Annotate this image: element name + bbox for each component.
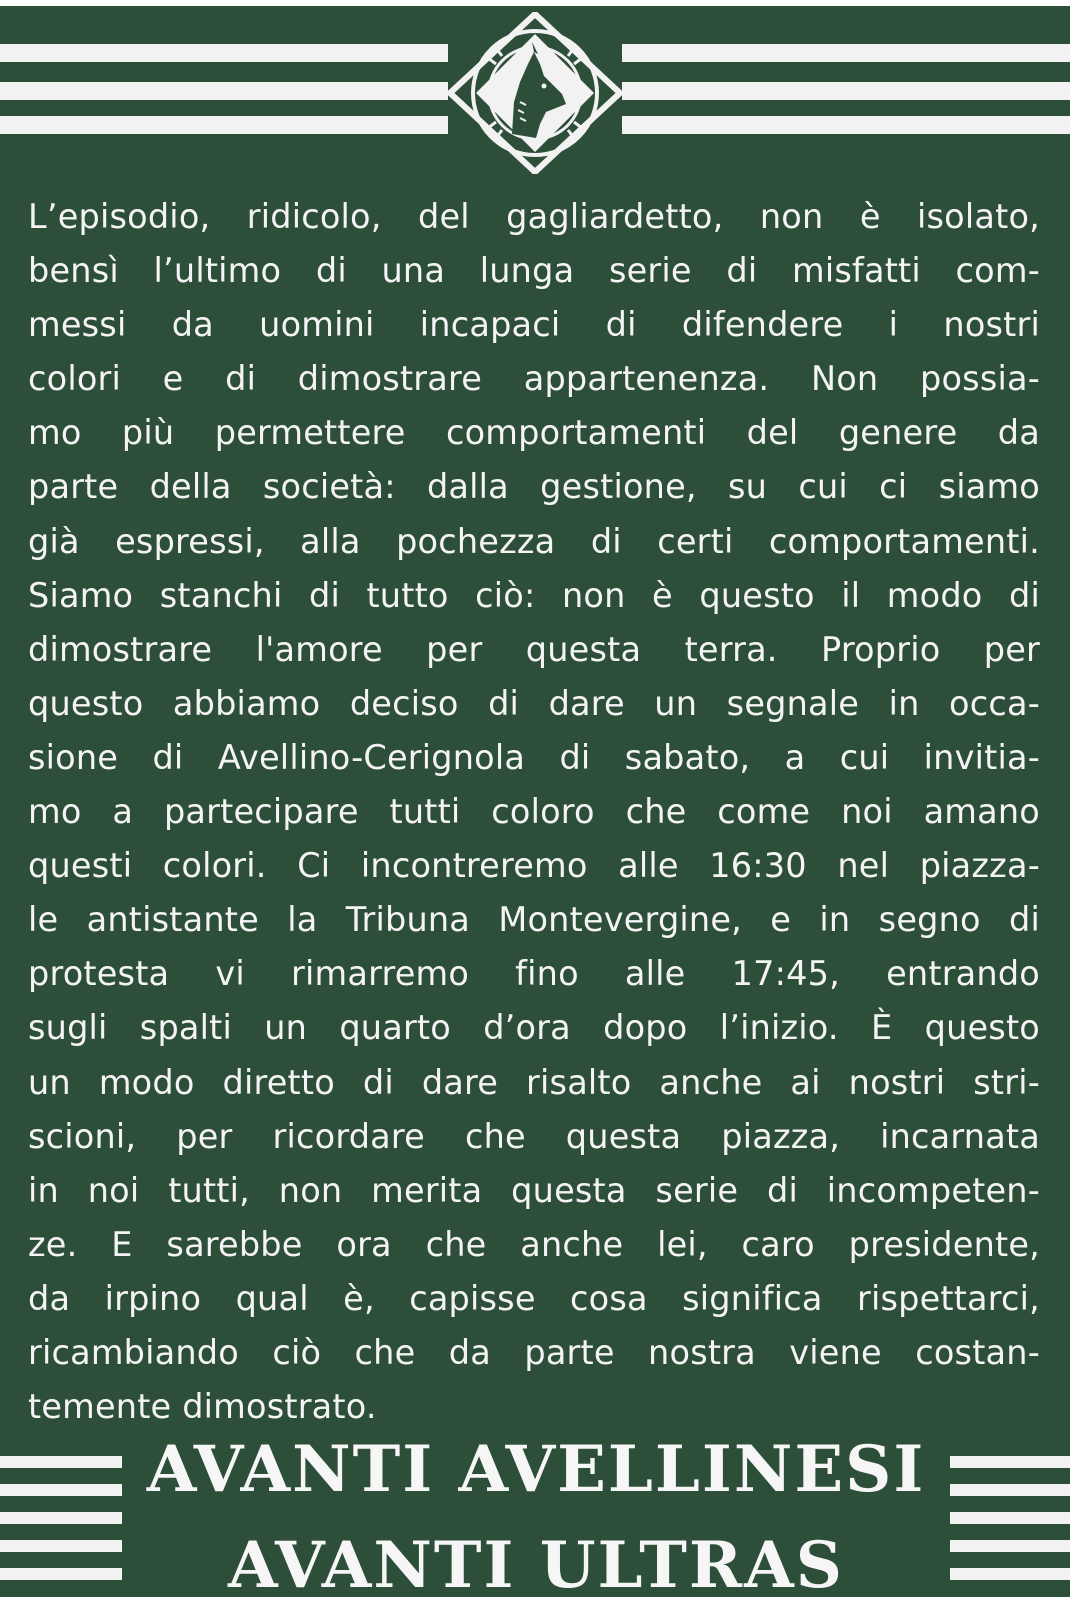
statement-line: da irpino qual è, capisse cosa significa rispettarci, (28, 1278, 1040, 1318)
top-left-stripe (0, 116, 448, 134)
slogan-avanti-ultras: AVANTI ULTRAS (228, 1528, 844, 1597)
statement-line: temente dimostrato. (28, 1387, 377, 1427)
club-logo (448, 12, 622, 174)
bottom-left-stripe (0, 1568, 122, 1580)
statement-line: ricambiando ciò che da parte nostra viene costan- (28, 1332, 1040, 1372)
statement-line: messi da uomini incapaci di difendere i nostri (28, 305, 1040, 345)
statement-line: protesta vi rimarremo fino alle 17:45, entrando (28, 954, 1040, 994)
statement-line: le antistante la Tribuna Montevergine, e in segno di (28, 900, 1040, 940)
bottom-right-stripe (950, 1512, 1070, 1524)
statement-line: già espressi, alla pochezza di certi comportamenti. (28, 521, 1040, 561)
bottom-right-stripe (950, 1540, 1070, 1552)
slogan-avanti-avellinesi: AVANTI AVELLINESI (146, 1432, 926, 1507)
protest-statement (28, 190, 1040, 1434)
statement-line: ze. E sarebbe ora che anche lei, caro presidente, (28, 1224, 1040, 1264)
top-left-stripe (0, 44, 448, 62)
statement-line: un modo diretto di dare risalto anche ai nostri stri- (28, 1062, 1040, 1102)
statement-line: parte della società: dalla gestione, su cui ci siamo (28, 467, 1040, 507)
statement-line: Siamo stanchi di tutto ciò: non è questo il modo di (28, 575, 1040, 615)
statement-line: dimostrare l'amore per questa terra. Proprio per (28, 629, 1040, 669)
wolf-crest-icon (448, 12, 622, 174)
bottom-right-stripe (950, 1568, 1070, 1580)
bottom-right-stripe (950, 1484, 1070, 1496)
bottom-left-stripe (0, 1540, 122, 1552)
statement-line: sugli spalti un quarto d’ora dopo l’inizio. È questo (28, 1008, 1040, 1048)
top-left-stripe (0, 82, 448, 100)
banner-panel (0, 6, 1070, 1597)
top-right-stripe (622, 116, 1070, 134)
bottom-left-stripe (0, 1484, 122, 1496)
statement-line: bensì l’ultimo di una lunga serie di misfatti com- (28, 251, 1040, 291)
statement-line: mo a partecipare tutti coloro che come noi amano (28, 792, 1040, 832)
statement-line: questi colori. Ci incontreremo alle 16:30 nel piazza- (28, 846, 1040, 886)
statement-line: scioni, per ricordare che questa piazza, incarnata (28, 1116, 1040, 1156)
statement-line: sione di Avellino-Cerignola di sabato, a cui invitia- (28, 737, 1040, 777)
bottom-right-stripe (950, 1456, 1070, 1468)
bottom-left-stripe (0, 1512, 122, 1524)
bottom-left-stripe (0, 1456, 122, 1468)
top-right-stripe (622, 82, 1070, 100)
statement-line: in noi tutti, non merita questa serie di incompeten- (28, 1170, 1040, 1210)
statement-line: L’episodio, ridicolo, del gagliardetto, non è isolato, (28, 197, 1040, 236)
statement-line: mo più permettere comportamenti del genere da (28, 413, 1040, 453)
statement-line: questo abbiamo deciso di dare un segnale in occa- (28, 683, 1040, 723)
statement-line: colori e di dimostrare appartenenza. Non possia- (28, 359, 1040, 399)
top-right-stripe (622, 44, 1070, 62)
